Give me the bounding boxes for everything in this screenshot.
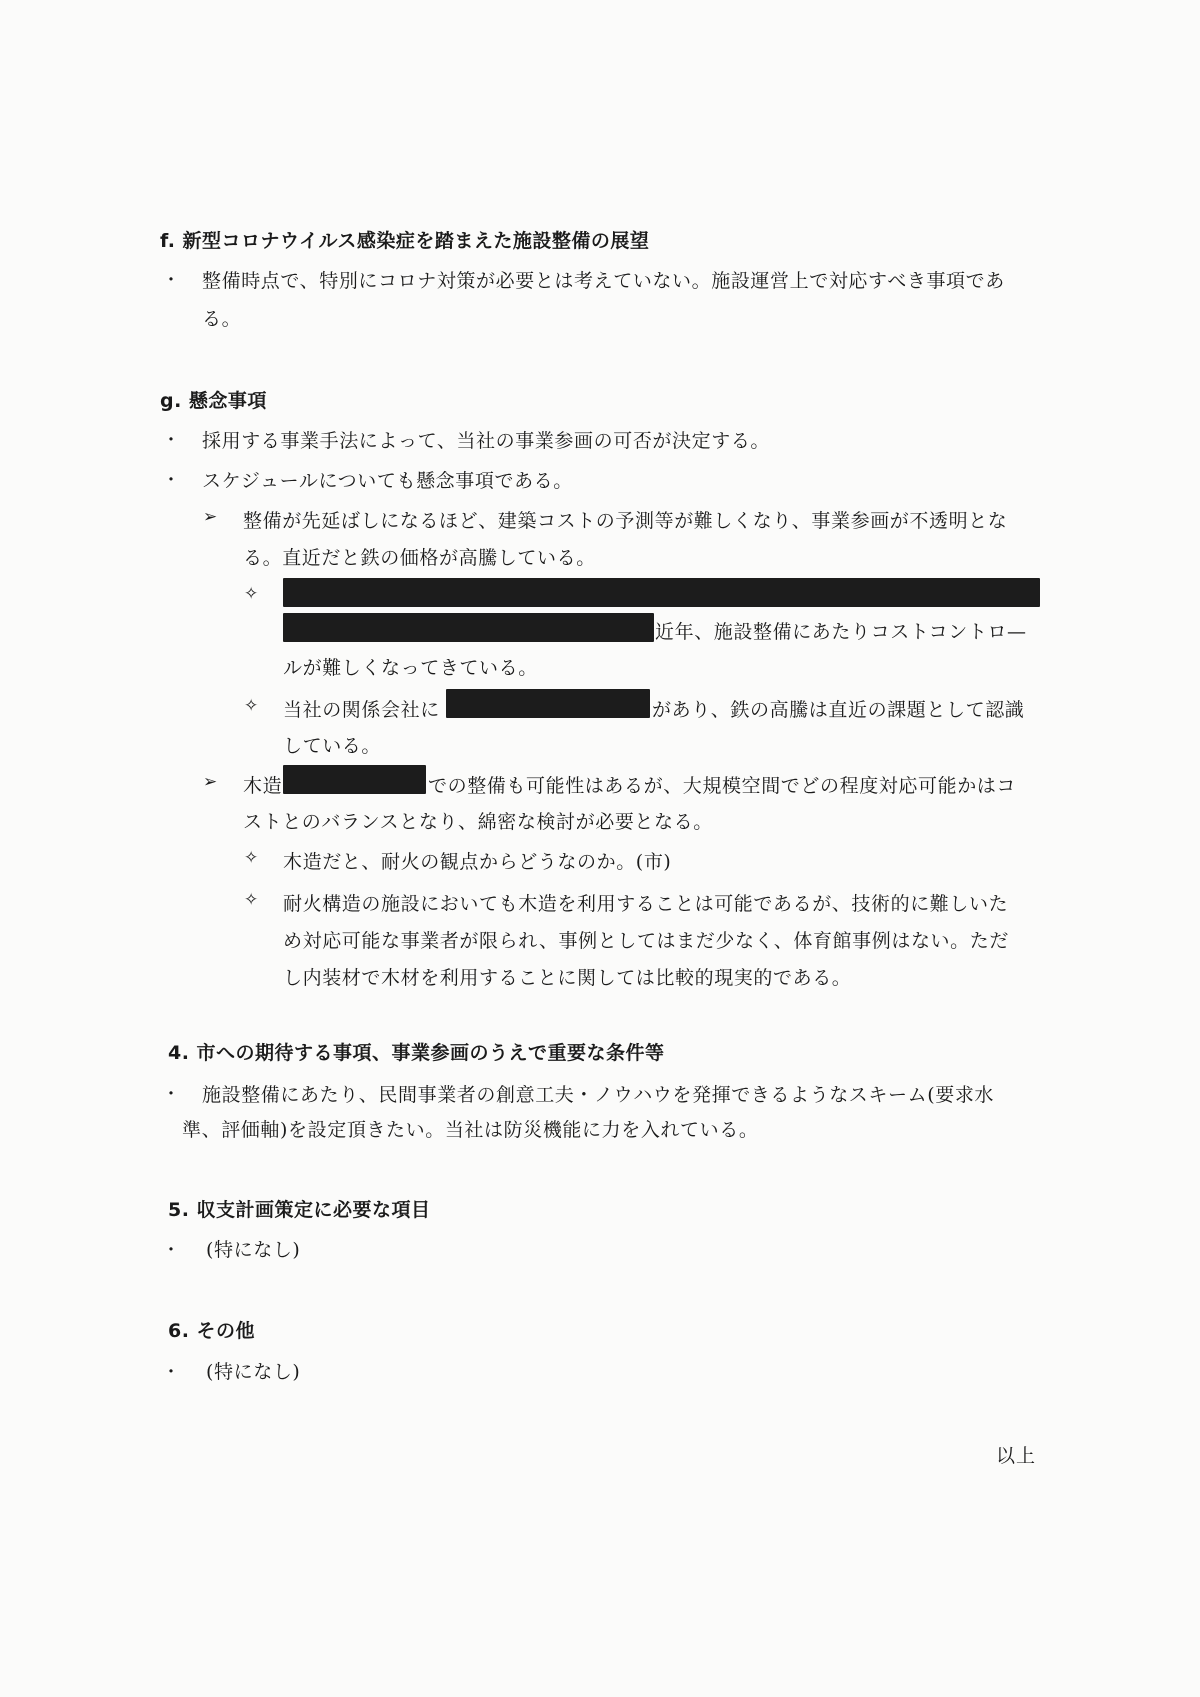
section-g-sub2a: 木造だと、耐火の観点からどうなのか。(市) [283, 851, 672, 873]
diamond-bullet-icon: ✧ [244, 696, 259, 716]
section-5-bullet1: (特になし) [206, 1239, 301, 1261]
section-g-sub2-line1-head: 木造 [243, 775, 283, 797]
section-6-heading: 6. その他 [168, 1320, 256, 1342]
section-4-heading: 4. 市への期待する事項、事業参画のうえで重要な条件等 [168, 1042, 665, 1064]
bullet-icon: ・ [162, 1240, 180, 1261]
section-g-sub1b-line1-head: 当社の関係会社に [283, 699, 440, 721]
section-g-sub2b-line2: め対応可能な事業者が限られ、事例としてはまだ少なく、体育館事例はない。ただ [283, 930, 1009, 952]
arrow-bullet-icon: ➢ [203, 507, 218, 527]
arrow-bullet-icon: ➢ [203, 772, 218, 792]
bullet-icon: ・ [162, 1362, 180, 1383]
section-g-bullet1: 採用する事業手法によって、当社の事業参画の可否が決定する。 [202, 430, 771, 452]
section-5-heading: 5. 収支計画策定に必要な項目 [168, 1199, 431, 1221]
section-g-sub2-line2: ストとのバランスとなり、綿密な検討が必要となる。 [243, 811, 713, 833]
diamond-bullet-icon: ✧ [244, 584, 259, 604]
section-g-bullet2: スケジュールについても懸念事項である。 [202, 470, 573, 492]
section-f-heading: f. 新型コロナウイルス感染症を踏まえた施設整備の展望 [160, 230, 650, 252]
section-6-bullet1: (特になし) [206, 1361, 301, 1383]
section-g-sub1b-line1-tail: があり、鉄の高騰は直近の課題として認識 [652, 699, 1025, 721]
section-g-sub2b-line3: し内装材で木材を利用することに関しては比較的現実的である。 [283, 967, 852, 989]
section-g-sub1-line1: 整備が先延ばしになるほど、建築コストの予測等が難しくなり、事業参画が不透明とな [243, 510, 1008, 532]
section-g-sub1a-line3: ルが難しくなってきている。 [283, 657, 538, 679]
redaction-block [283, 578, 1040, 607]
bullet-icon: ・ [162, 430, 180, 451]
section-4-bullet1-line1: 施設整備にあたり、民間事業者の創意工夫・ノウハウを発揮できるようなスキーム(要求水 [202, 1084, 995, 1106]
section-g-heading: g. 懸念事項 [160, 390, 267, 412]
redaction-block [283, 613, 654, 642]
section-f-bullet1-line2: る。 [202, 308, 242, 330]
section-g-sub2b-line1: 耐火構造の施設においても木造を利用することは可能であるが、技術的に難しいた [283, 893, 1009, 915]
redaction-block [283, 765, 426, 794]
section-g-sub2-line1-tail: での整備も可能性はあるが、大規模空間でどの程度対応可能かはコ [428, 775, 1017, 797]
diamond-bullet-icon: ✧ [244, 848, 259, 868]
redaction-block [446, 689, 650, 718]
bullet-icon: ・ [162, 1084, 180, 1105]
section-4-bullet1-line2: 準、評価軸)を設定頂きたい。当社は防災機能に力を入れている。 [182, 1119, 759, 1141]
section-f-bullet1-line1: 整備時点で、特別にコロナ対策が必要とは考えていない。施設運営上で対応すべき事項であ [202, 270, 1005, 292]
section-g-sub1-line2: る。直近だと鉄の価格が高騰している。 [243, 547, 596, 569]
bullet-icon: ・ [162, 470, 180, 491]
diamond-bullet-icon: ✧ [244, 890, 259, 910]
bullet-icon: ・ [162, 270, 180, 291]
closing-mark: 以上 [996, 1445, 1037, 1467]
section-g-sub1b-line2: している。 [283, 735, 382, 757]
section-g-sub1a-line2-tail: 近年、施設整備にあたりコストコントロ— [655, 621, 1027, 643]
